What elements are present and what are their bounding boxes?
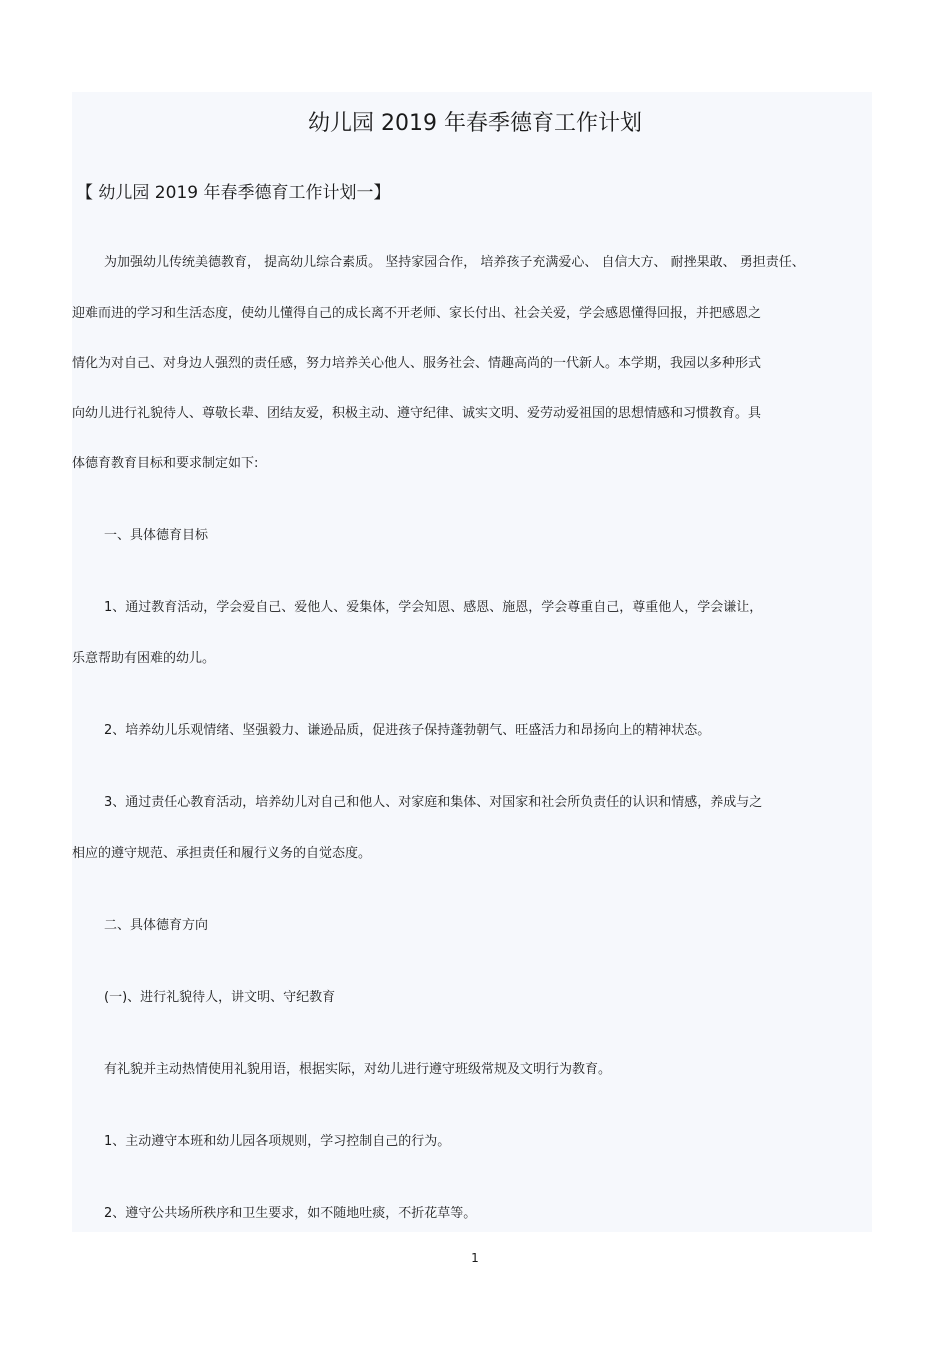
paragraph-line: 乐意帮助有困难的幼儿。 — [72, 651, 216, 666]
section-heading: 【 幼儿园 2019 年春季德育工作计划一】 — [76, 183, 391, 203]
list-item: 1、主动遵守本班和幼儿园各项规则，学习控制自己的行为。 — [104, 1134, 451, 1149]
section-heading-goals: 一、具体德育目标 — [104, 528, 209, 543]
list-item: 2、遵守公共场所秩序和卫生要求，如不随地吐痰，不折花草等。 — [104, 1206, 477, 1221]
paragraph-line: 为加强幼儿传统美德教育， 提高幼儿综合素质。 坚持家园合作， 培养孩子充满爱心、 自信大方、 耐挫果敢、 勇担责任、 — [104, 255, 805, 270]
paragraph-line: 1、通过教育活动，学会爱自己、爱他人、爱集体，学会知恩、感恩、施恩，学会尊重自己，尊重他人，学会谦让， — [104, 600, 763, 615]
paragraph-line: 迎难而进的学习和生活态度，使幼儿懂得自己的成长离不开老师、家长付出、社会关爱，学会感恩懂得回报，并把感恩之 — [72, 306, 762, 321]
paragraph-line: 有礼貌并主动热情使用礼貌用语，根据实际，对幼儿进行遵守班级常规及文明行为教育。 — [104, 1062, 612, 1077]
subsection-heading: (一)、进行礼貌待人，讲文明、守纪教育 — [104, 990, 336, 1005]
paragraph-line: 相应的遵守规范、承担责任和履行义务的自觉态度。 — [72, 846, 372, 861]
paragraph-line: 向幼儿进行礼貌待人、尊敬长辈、团结友爱，积极主动、遵守纪律、诚实文明、爱劳动爱祖国的思想情感和习惯教育。具 — [72, 406, 762, 421]
paragraph-line: 3、通过责任心教育活动，培养幼儿对自己和他人、对家庭和集体、对国家和社会所负责任的认识和情感，养成与之 — [104, 795, 763, 810]
document-title: 幼儿园 2019 年春季德育工作计划 — [308, 111, 642, 136]
section-heading-direction: 二、具体德育方向 — [104, 918, 209, 933]
page-number: 1 — [471, 1251, 479, 1265]
paragraph-line: 情化为对自己、对身边人强烈的责任感，努力培养关心他人、服务社会、情趣高尚的一代新人。本学期，我园以多种形式 — [72, 356, 762, 371]
paragraph-line: 2、培养幼儿乐观情绪、坚强毅力、谦逊品质，促进孩子保持蓬勃朝气、旺盛活力和昂扬向上的精神状态。 — [104, 723, 711, 738]
paragraph-line: 体德育教育目标和要求制定如下: — [72, 456, 259, 471]
